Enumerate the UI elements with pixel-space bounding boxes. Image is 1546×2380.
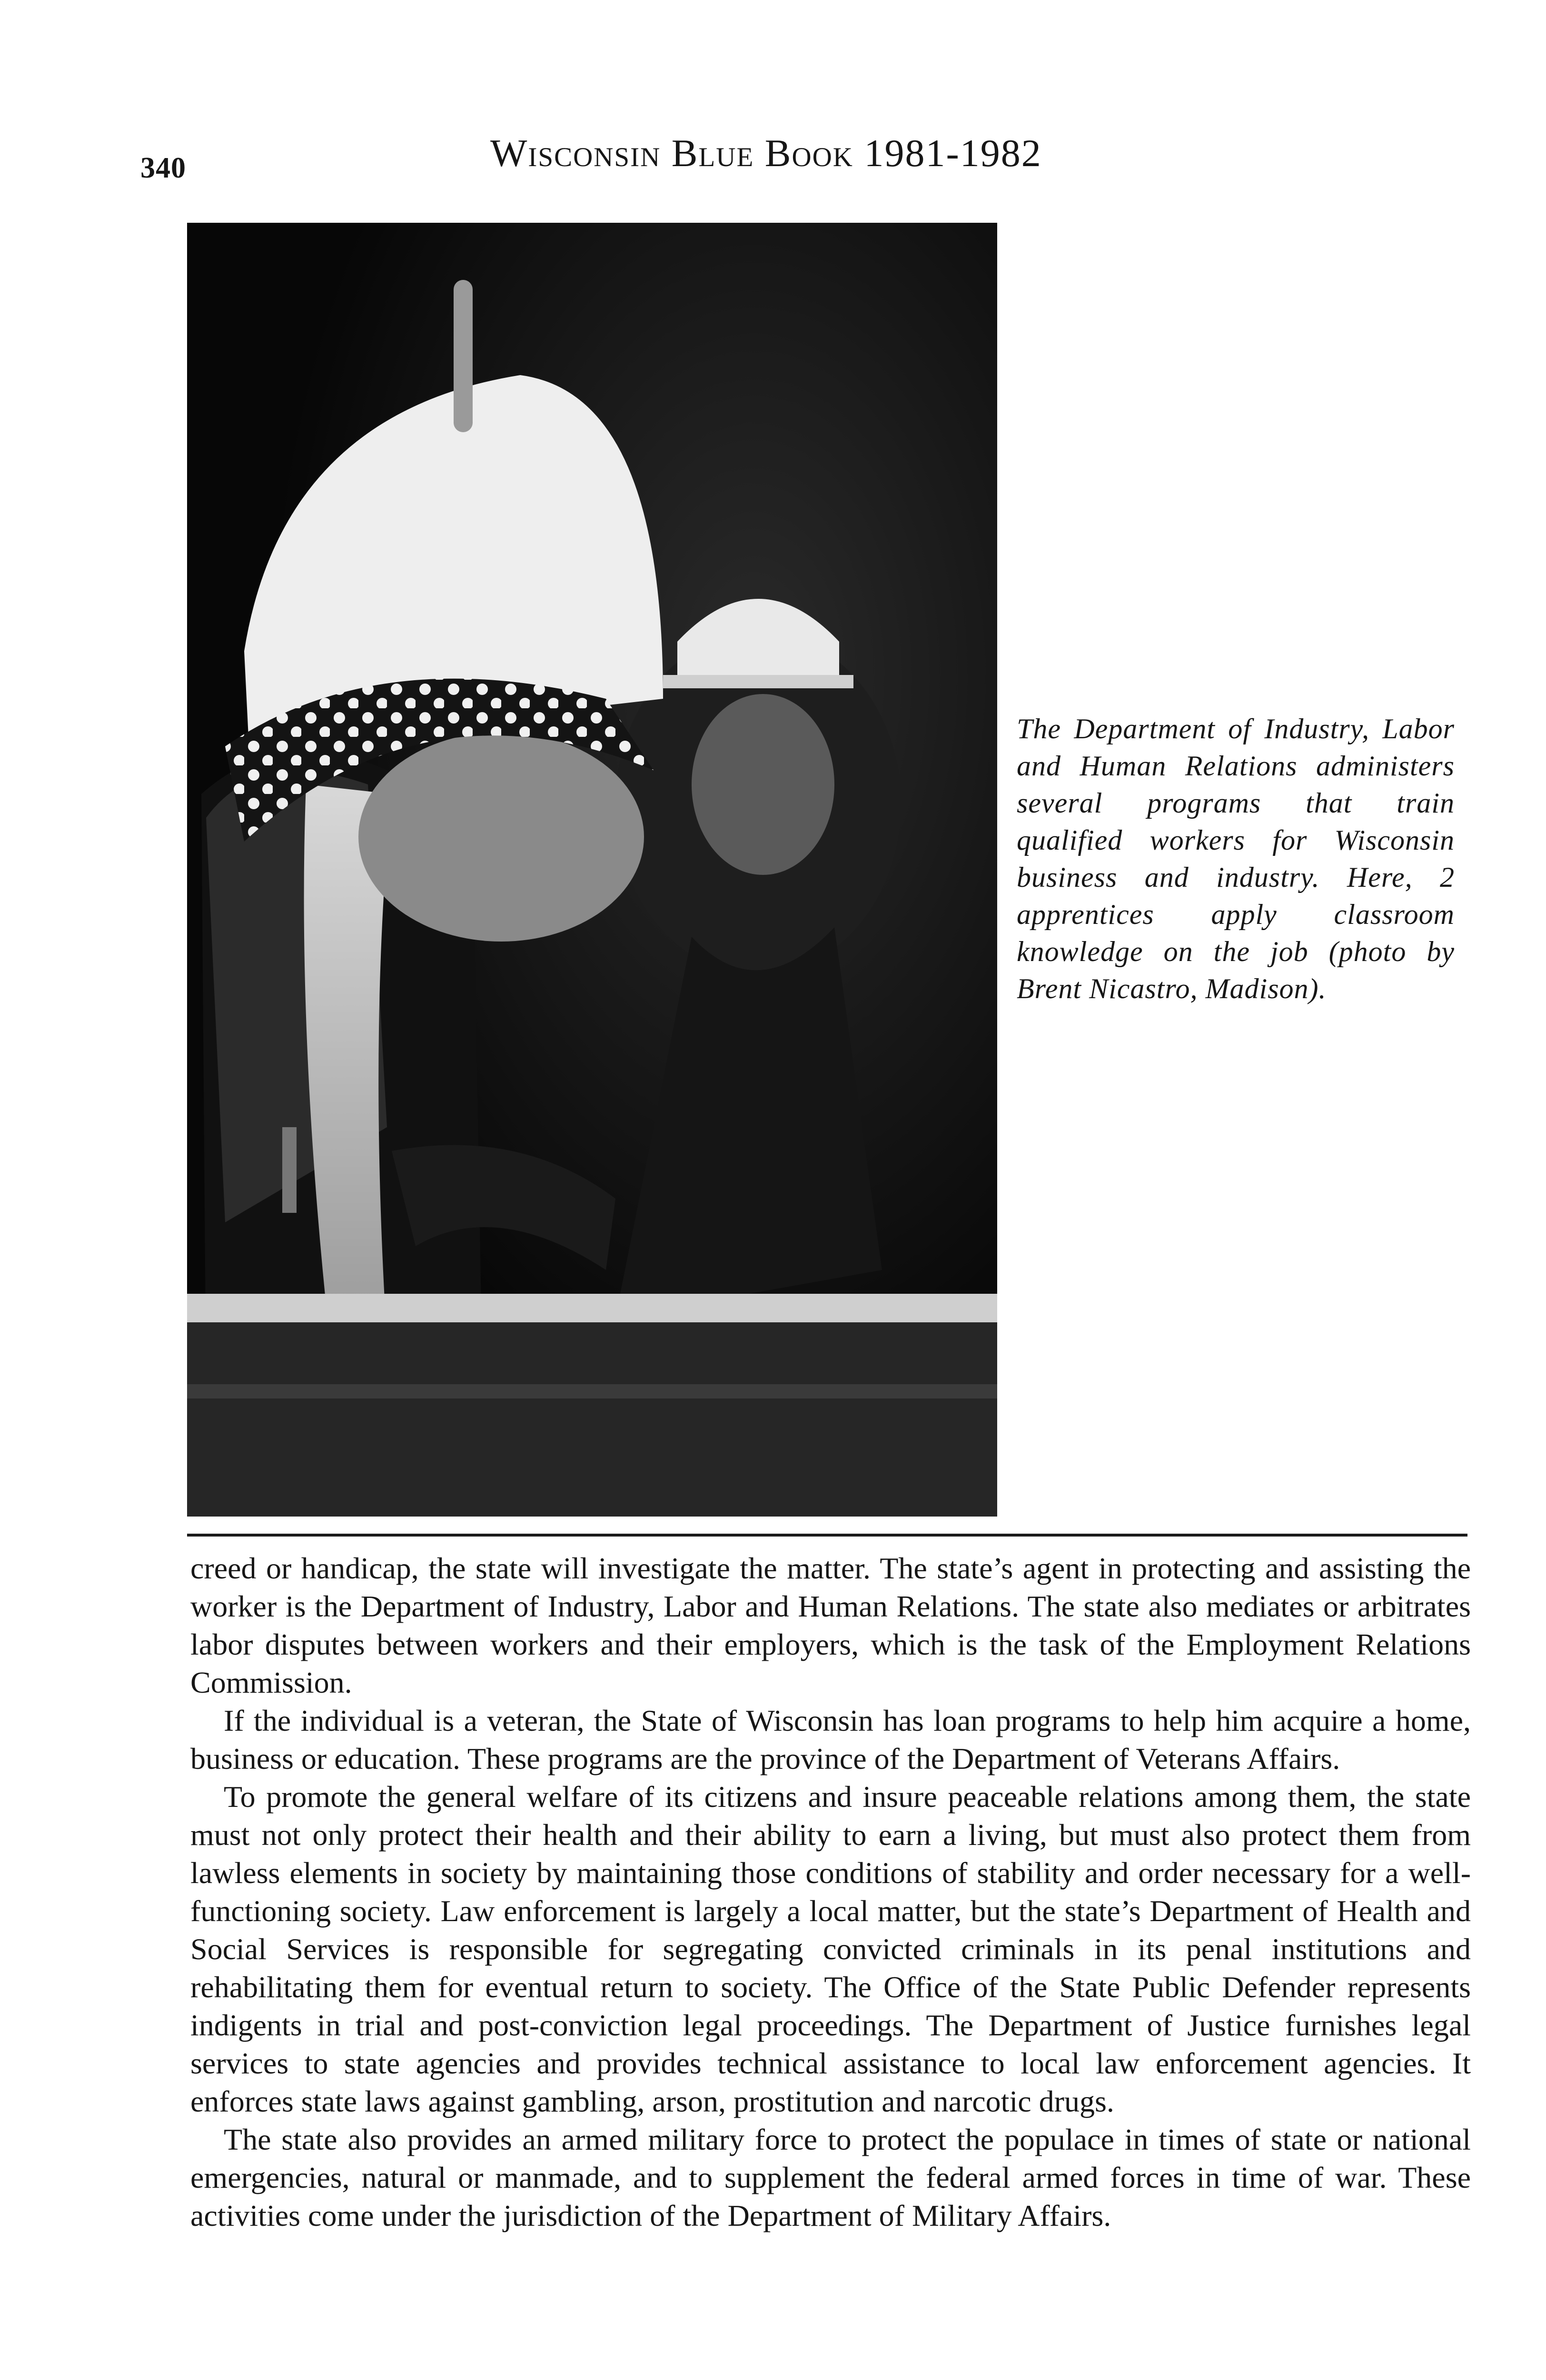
body-text <box>190 1549 1471 2235</box>
photo-caption: The Department of Industry, Labor and Human Relations administers several programs that train qualified workers for Wisconsin business and industry. Here, 2 apprentices apply classroom knowledge on the job (photo by Brent Nicastro, Madison). <box>1017 713 1455 1004</box>
photograph-icon <box>187 223 997 1517</box>
paragraph: To promote the general welfare of its citizens and insure peaceable relations among them, the state must not only protect their health and their ability to earn a living, but must also protect them from lawless elements in society by maintaining those conditions of stability and order necessary for a well-functioning society. Law enforcement is largely a local matter, but the state’s Department of Health and Social Services is responsible for segregating convicted criminals in its penal institutions and rehabilitating them for eventual return to society. The Office of the State Public Defender represents indigents in trial and post-conviction legal proceedings. The Department of Justice furnishes legal services to state agencies and provides technical assistance to local law enforcement agencies. It enforces state laws against gambling, arson, prostitution and narcotic drugs. <box>190 1780 1471 2118</box>
apprentices-photo <box>187 223 997 1517</box>
paragraph: If the individual is a veteran, the State of Wisconsin has loan programs to help him acquire a home, business or education. These programs are the province of the Department of Veterans Affairs. <box>190 1704 1471 1775</box>
paragraph: creed or handicap, the state will investigate the matter. The state’s agent in protecting and assisting the worker is the Department of Industry, Labor and Human Relations. The state also mediates or arbitrates labor disputes between workers and their employers, which is the task of the Employment Relations Commission. <box>190 1551 1471 1699</box>
page-number: 340 <box>140 152 186 184</box>
paragraph: The state also provides an armed military force to protect the populace in times of state or national emergencies, natural or manmade, and to supplement the federal armed forces in time of war. These activities come under the jurisdiction of the Department of Military Affairs. <box>190 2122 1471 2232</box>
running-title: Wisconsin Blue Book 1981-1982 <box>490 131 1042 175</box>
section-divider <box>187 1534 1467 1537</box>
